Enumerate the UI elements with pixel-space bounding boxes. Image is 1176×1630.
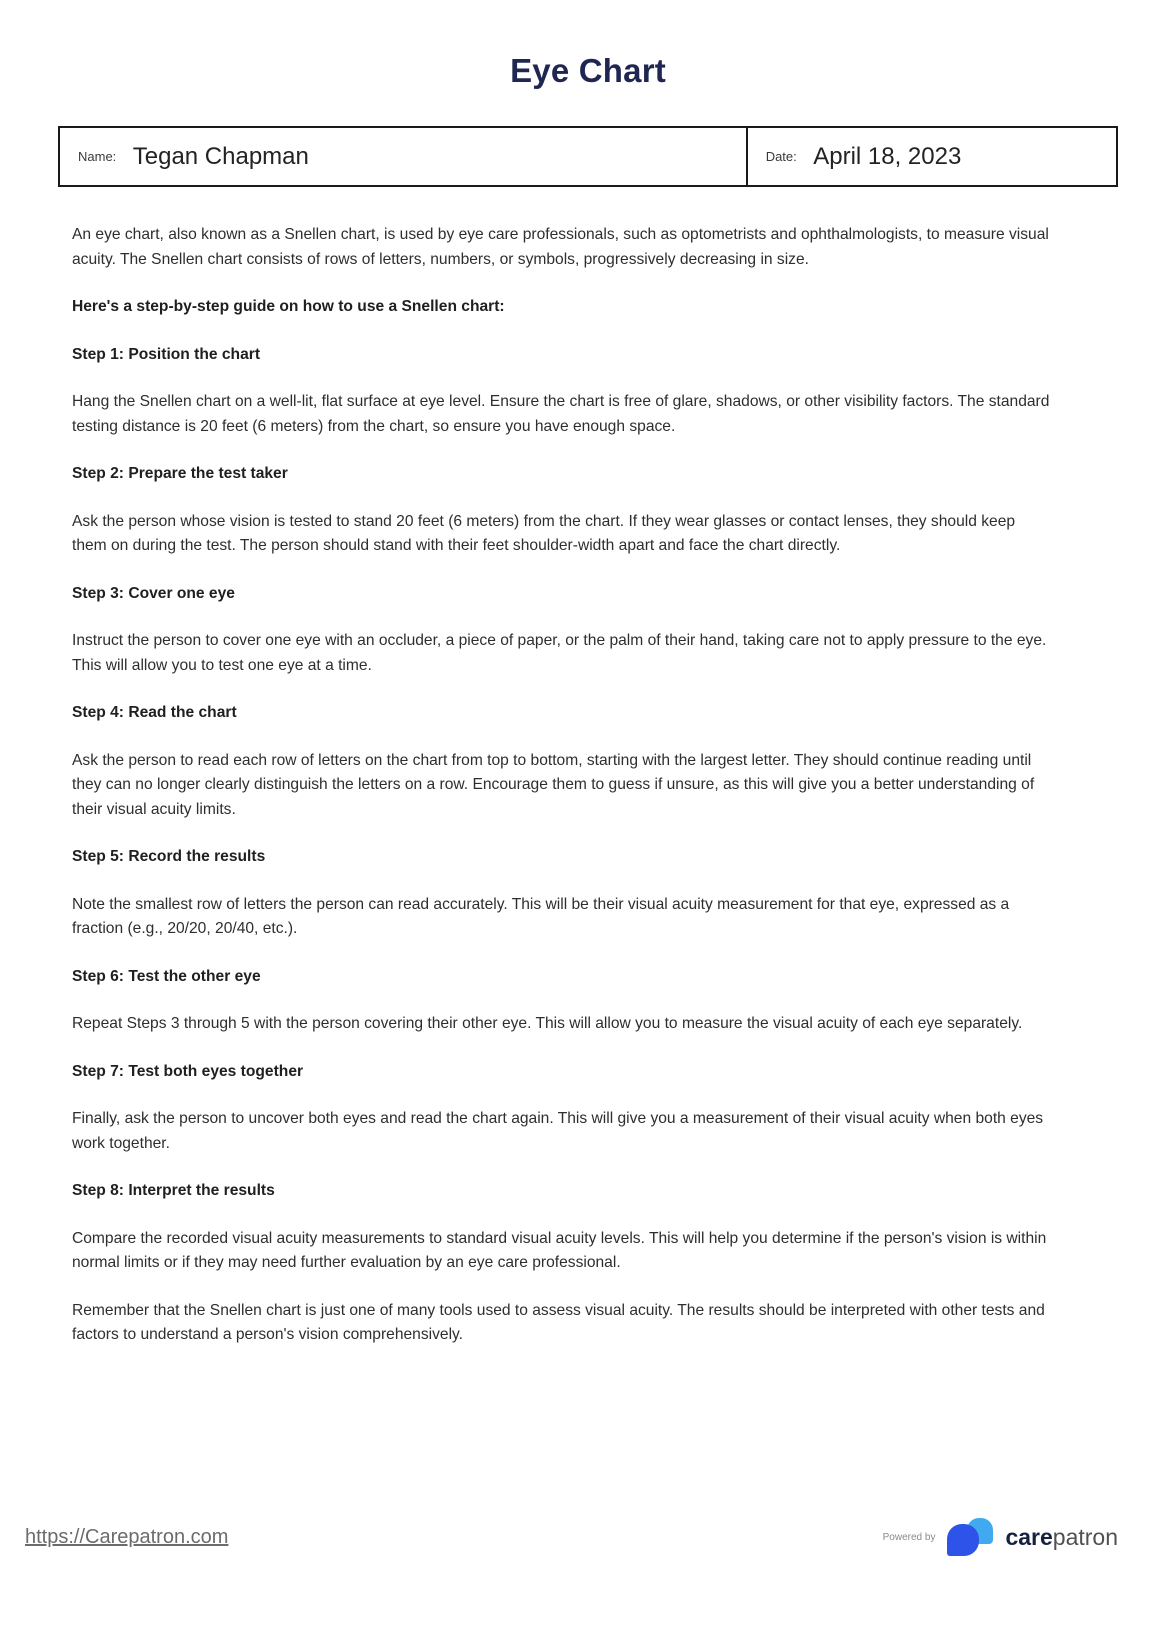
- document-body: [72, 223, 1052, 1348]
- step-2-heading: Step 2: Prepare the test taker: [72, 465, 288, 482]
- closing-paragraph: Remember that the Snellen chart is just one of many tools used to assess visual acuity. The results should be interpreted with other tests and factors to understand a person's vision comprehensively.: [72, 1301, 1045, 1343]
- page-title: Eye Chart: [510, 52, 666, 89]
- step-6-heading: Step 6: Test the other eye: [72, 967, 261, 985]
- step-8-body: Compare the recorded visual acuity measurements to standard visual acuity levels. This will help you determine if the person's vision is within normal limits or if they may need further evaluation by an eye care professional.: [72, 1229, 1047, 1271]
- step-2-body: Ask the person whose vision is tested to stand 20 feet (6 meters) from the chart. If they wear glasses or contact lenses, they should keep them on during the test. The person should stand with their feet shoulder-width apart and face the chart directly.: [72, 512, 1016, 554]
- date-cell: [747, 127, 1117, 186]
- intro-paragraph: An eye chart, also known as a Snellen chart, is used by eye care professionals, such as optometrists and ophthalmologists, to measure visual acuity. The Snellen chart consists of rows of letters, numbers, or symbols, progressively decreasing in size.: [72, 226, 1049, 268]
- page-footer: [25, 1512, 1118, 1562]
- step-6-body: Repeat Steps 3 through 5 with the person covering their other eye. This will allow you to measure the visual acuity of each eye separately.: [72, 1015, 1023, 1032]
- logo-bubble-dark-icon: [947, 1524, 979, 1556]
- step-7-body: Finally, ask the person to uncover both eyes and read the chart again. This will give you a measurement of their visual acuity when both eyes work together.: [72, 1110, 1044, 1152]
- patient-info-table: [58, 126, 1118, 187]
- carepatron-brand: [883, 1516, 1118, 1558]
- date-label: Date:: [765, 149, 797, 164]
- guide-heading: Here's a step-by-step guide on how to use a Snellen chart:: [72, 298, 505, 315]
- wordmark-care: care: [1005, 1523, 1053, 1550]
- step-7-heading: Step 7: Test both eyes together: [72, 1062, 304, 1080]
- step-4-body: Ask the person to read each row of letters on the chart from top to bottom, starting with the largest letter. They should continue reading until they can no longer clearly distinguish the letters on a row. Encourage them to guess if unsure, as this will give you a better understanding of their visual acuity limits.: [72, 751, 1035, 818]
- carepatron-wordmark: [1005, 1524, 1118, 1551]
- step-8-heading: Step 8: Interpret the results: [72, 1182, 275, 1199]
- step-5-heading: Step 5: Record the results: [72, 848, 266, 865]
- name-cell: [59, 127, 747, 186]
- carepatron-link[interactable]: https://Carepatron.com: [25, 1525, 229, 1548]
- date-value[interactable]: April 18, 2023: [813, 142, 962, 170]
- powered-by-label: Powered by: [882, 1531, 936, 1543]
- step-5-body: Note the smallest row of letters the person can read accurately. This will be their visual acuity measurement for that eye, expressed as a fraction (e.g., 20/20, 20/40, etc.).: [72, 895, 1010, 937]
- step-3-heading: Step 3: Cover one eye: [72, 584, 235, 602]
- name-label: Name:: [78, 149, 117, 164]
- step-1-body: Hang the Snellen chart on a well-lit, flat surface at eye level. Ensure the chart is free of glare, shadows, or other visibility factors. The standard testing distance is 20 feet (6 meters) from the chart, so ensure you have enough space.: [72, 393, 1050, 435]
- step-1-heading: Step 1: Position the chart: [72, 345, 261, 363]
- wordmark-patron: patron: [1052, 1523, 1118, 1550]
- name-value[interactable]: Tegan Chapman: [132, 142, 309, 170]
- step-4-heading: Step 4: Read the chart: [72, 704, 237, 721]
- carepatron-logo-icon: [947, 1516, 995, 1558]
- step-3-body: Instruct the person to cover one eye with an occluder, a piece of paper, or the palm of their hand, taking care not to apply pressure to the eye. This will allow you to test one eye at a time.: [72, 632, 1047, 674]
